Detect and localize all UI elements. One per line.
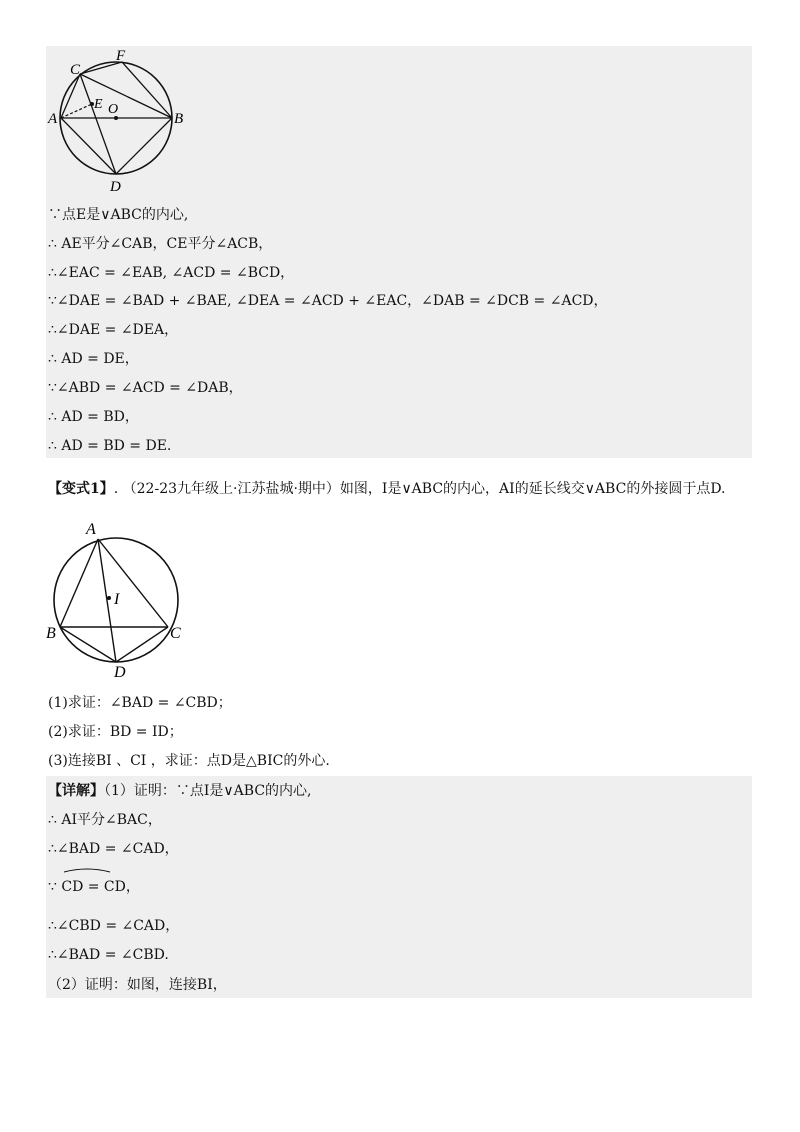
solution-line-6: ∴∠BAD = ∠CBD. (48, 947, 169, 963)
proof-line-2: ∴ AE平分∠CAB，CE平分∠ACB， (48, 236, 273, 252)
question-1: (1)求证：∠BAD = ∠CBD； (48, 695, 232, 711)
solution-line-2: ∴ AI平分∠BAC， (48, 812, 162, 828)
question-2: (2)求证：BD = ID； (48, 724, 183, 740)
arc-mark (62, 866, 112, 876)
label-C: C (170, 625, 181, 642)
solution-line-1 (48, 782, 312, 800)
solution-block-background (46, 776, 752, 998)
label-F: F (116, 48, 126, 64)
label-A: A (48, 111, 58, 127)
label-B: B (174, 111, 184, 127)
proof-line-3: ∴∠EAC = ∠EAB, ∠ACD = ∠BCD， (48, 265, 295, 281)
proof-line-8: ∴ AD = BD， (48, 409, 139, 425)
solution-line-5: ∴∠CBD = ∠CAD， (48, 918, 180, 934)
proof-line-4: ∵∠DAE = ∠BAD + ∠BAE, ∠DEA = ∠ACD + ∠EAC，∠DAB = ∠DCB = ∠ACD， (48, 293, 608, 309)
proof-line-5: ∴∠DAE = ∠DEA， (48, 322, 179, 338)
label-D: D (114, 664, 126, 680)
label-C: C (70, 62, 81, 78)
proof-line-7: ∵∠ABD = ∠ACD = ∠DAB， (48, 380, 243, 396)
solution-label: 【详解】 (48, 783, 104, 799)
label-O: O (108, 102, 119, 117)
variant-statement (48, 480, 726, 498)
solution-line-3: ∴∠BAD = ∠CAD， (48, 841, 179, 857)
label-E: E (94, 97, 103, 112)
variant-text: . （22-23九年级上·江苏盐城·期中）如图，I是∨ABC的内心，AI的延长线交∨ABC的外接圆于点D. (113, 481, 726, 497)
question-3: (3)连接BI 、CI ，求证：点D是△BIC的外心. (48, 753, 330, 769)
proof-line-9: ∴ AD = BD = DE. (48, 438, 172, 454)
label-D: D (110, 179, 121, 195)
solution-first-line: （1）证明：∵点I是∨ABC的内心, (104, 783, 312, 799)
proof-line-1: ∵点E是∨ABC的内心, (48, 207, 189, 223)
figure-triangle-incircle (46, 514, 196, 680)
variant-label: 【变式1】 (48, 481, 114, 497)
solution-line-4: ∵ CD = CD， (48, 879, 140, 895)
figure-circle-incenter (46, 46, 206, 196)
solution-line-7: （2）证明：如图，连接BI， (48, 977, 227, 993)
label-A: A (86, 521, 96, 538)
label-B: B (46, 625, 56, 642)
proof-line-6: ∴ AD = DE， (48, 351, 139, 367)
label-I: I (114, 591, 120, 608)
